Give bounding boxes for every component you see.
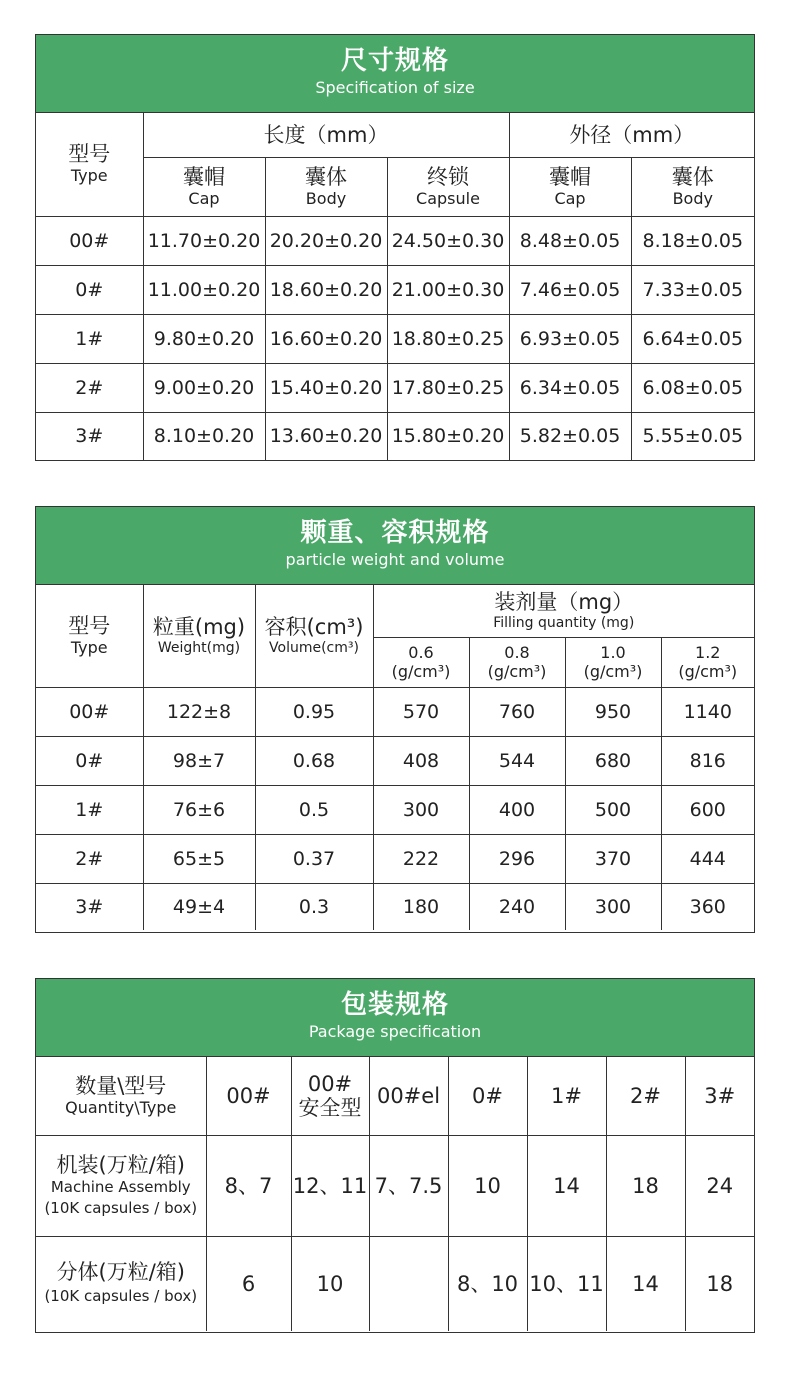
- table-cell: 2#: [36, 834, 143, 883]
- table-cell: 444: [661, 834, 754, 883]
- table-row: [36, 687, 754, 736]
- type-header-zh: 型号: [68, 142, 111, 167]
- table-cell: 950: [565, 687, 661, 736]
- table-cell: 11.00±0.20: [143, 265, 265, 314]
- table-cell: 11.70±0.20: [143, 216, 265, 265]
- table-cell: 18: [606, 1135, 685, 1236]
- size-spec-grid: [36, 113, 754, 460]
- table-cell: 76±6: [143, 785, 255, 834]
- table-cell: 00#: [36, 216, 143, 265]
- density-header: [565, 637, 661, 687]
- machine-header-unit: (10K capsules / box): [44, 1198, 198, 1217]
- col-header-en: Body: [672, 188, 713, 208]
- table-row: [36, 1236, 754, 1331]
- density-value: 0.8: [504, 643, 530, 662]
- table-cell: 222: [373, 834, 469, 883]
- type-cell: 1#: [527, 1057, 606, 1135]
- type-cell: 2#: [606, 1057, 685, 1135]
- volume-header-en: Volume(cm³): [269, 639, 359, 656]
- type-header: [36, 585, 143, 687]
- col-header: [265, 157, 387, 216]
- table-cell: [369, 1236, 448, 1331]
- table-cell: 14: [606, 1236, 685, 1331]
- table-cell: 8.18±0.05: [631, 216, 754, 265]
- table-cell: 816: [661, 736, 754, 785]
- table-cell: 570: [373, 687, 469, 736]
- col-header-en: Cap: [554, 188, 586, 208]
- table-cell: 544: [469, 736, 565, 785]
- table-cell: 15.40±0.20: [265, 363, 387, 412]
- weight-header: [143, 585, 255, 687]
- table-row: [36, 883, 754, 930]
- package-spec-title: 包装规格: [340, 990, 449, 1020]
- table-cell: 760: [469, 687, 565, 736]
- density-unit: (g/cm³): [391, 662, 451, 681]
- weight-header-zh: 粒重(mg): [152, 614, 246, 639]
- corner-header: [36, 1057, 206, 1135]
- split-header-zh: 分体(万粒/箱): [56, 1259, 185, 1284]
- table-cell: 300: [565, 883, 661, 930]
- col-header-en: Cap: [188, 188, 220, 208]
- corner-header-en: Quantity\Type: [65, 1097, 177, 1117]
- density-unit: (g/cm³): [678, 662, 738, 681]
- size-spec-title: 尺寸规格: [340, 46, 449, 76]
- table-cell: 0.95: [255, 687, 373, 736]
- weight-header-en: Weight(mg): [157, 639, 241, 656]
- table-cell: 8、7: [206, 1135, 291, 1236]
- table-cell: 122±8: [143, 687, 255, 736]
- table-row: [36, 412, 754, 460]
- table-cell: 1#: [36, 314, 143, 363]
- filling-header-zh: 装剂量（mg）: [494, 589, 634, 614]
- table-cell: 8.48±0.05: [509, 216, 631, 265]
- table-cell: 9.80±0.20: [143, 314, 265, 363]
- col-header-zh: 囊帽: [183, 164, 225, 189]
- col-header: [509, 157, 631, 216]
- density-value: 1.0: [600, 643, 626, 662]
- table-cell: 6.64±0.05: [631, 314, 754, 363]
- density-header: [373, 637, 469, 687]
- size-spec-banner: [36, 35, 754, 113]
- col-header: [387, 157, 509, 216]
- type-cell: 00#el: [369, 1057, 448, 1135]
- density-header: [469, 637, 565, 687]
- split-row-header: [36, 1236, 206, 1331]
- table-cell: 18: [685, 1236, 754, 1331]
- table-cell: 600: [661, 785, 754, 834]
- table-cell: 98±7: [143, 736, 255, 785]
- weight-volume-banner: [36, 507, 754, 585]
- package-spec-subtitle: Package specification: [308, 1022, 482, 1041]
- diameter-group-header: 外径（mm）: [509, 113, 754, 157]
- table-cell: 1#: [36, 785, 143, 834]
- table-row: [36, 834, 754, 883]
- machine-row-header: [36, 1135, 206, 1236]
- type-header-zh: 型号: [68, 613, 111, 638]
- table-row: [36, 314, 754, 363]
- volume-header: [255, 585, 373, 687]
- table-cell: 6.34±0.05: [509, 363, 631, 412]
- table-cell: 8.10±0.20: [143, 412, 265, 460]
- table-cell: 13.60±0.20: [265, 412, 387, 460]
- table-cell: 18.80±0.25: [387, 314, 509, 363]
- table-cell: 240: [469, 883, 565, 930]
- table-cell: 680: [565, 736, 661, 785]
- filling-group-header: [373, 585, 754, 637]
- type-header: [36, 113, 143, 216]
- package-spec-banner: [36, 979, 754, 1057]
- table-cell: 0.3: [255, 883, 373, 930]
- table-cell: 296: [469, 834, 565, 883]
- type-cell: 0#: [448, 1057, 527, 1135]
- col-header-en: Body: [305, 188, 347, 208]
- density-unit: (g/cm³): [583, 662, 643, 681]
- table-cell: 0.37: [255, 834, 373, 883]
- table-cell: 10: [448, 1135, 527, 1236]
- type-cell: 00#: [206, 1057, 291, 1135]
- table-cell: 14: [527, 1135, 606, 1236]
- table-row: [36, 216, 754, 265]
- filling-header-en: Filling quantity (mg): [493, 614, 635, 631]
- table-cell: 6.08±0.05: [631, 363, 754, 412]
- split-header-unit: (10K capsules / box): [44, 1286, 198, 1305]
- density-unit: (g/cm³): [487, 662, 547, 681]
- col-header: [143, 157, 265, 216]
- table-cell: 370: [565, 834, 661, 883]
- table-cell: 500: [565, 785, 661, 834]
- table-cell: 21.00±0.30: [387, 265, 509, 314]
- weight-volume-subtitle: particle weight and volume: [285, 550, 505, 569]
- table-cell: 6: [206, 1236, 291, 1331]
- table-cell: 16.60±0.20: [265, 314, 387, 363]
- table-cell: 0.68: [255, 736, 373, 785]
- table-cell: 12、11: [291, 1135, 369, 1236]
- density-value: 0.6: [408, 643, 434, 662]
- col-header-zh: 囊体: [305, 164, 347, 189]
- weight-volume-grid: [36, 585, 754, 930]
- table-cell: 0#: [36, 736, 143, 785]
- table-cell: 15.80±0.20: [387, 412, 509, 460]
- table-cell: 360: [661, 883, 754, 930]
- table-cell: 3#: [36, 412, 143, 460]
- package-spec-table: [35, 978, 755, 1333]
- col-header: [631, 157, 754, 216]
- length-group-header: 长度（mm）: [143, 113, 509, 157]
- table-cell: 300: [373, 785, 469, 834]
- weight-volume-title: 颗重、容积规格: [300, 518, 490, 548]
- type-header-en: Type: [70, 166, 108, 186]
- table-row: [36, 265, 754, 314]
- table-cell: 24.50±0.30: [387, 216, 509, 265]
- table-row: [36, 363, 754, 412]
- machine-header-en: Machine Assembly: [50, 1177, 191, 1196]
- size-spec-subtitle: Specification of size: [315, 78, 475, 97]
- col-header-en: Capsule: [416, 188, 480, 208]
- density-value: 1.2: [695, 643, 721, 662]
- type-cell: [291, 1057, 369, 1135]
- col-header-zh: 终锁: [427, 164, 469, 189]
- table-cell: 7.46±0.05: [509, 265, 631, 314]
- table-row: [36, 785, 754, 834]
- type-cell: 3#: [685, 1057, 754, 1135]
- table-cell: 408: [373, 736, 469, 785]
- table-cell: 65±5: [143, 834, 255, 883]
- table-cell: 0.5: [255, 785, 373, 834]
- col-header-zh: 囊帽: [549, 164, 592, 189]
- type-header-en: Type: [70, 637, 108, 657]
- table-cell: 8、10: [448, 1236, 527, 1331]
- table-cell: 7.33±0.05: [631, 265, 754, 314]
- table-cell: 24: [685, 1135, 754, 1236]
- table-cell: 3#: [36, 883, 143, 930]
- table-cell: 10、11: [527, 1236, 606, 1331]
- weight-volume-table: [35, 506, 755, 933]
- corner-header-zh: 数量\型号: [75, 1073, 167, 1098]
- density-header: [661, 637, 754, 687]
- table-cell: 1140: [661, 687, 754, 736]
- type-cell-sub: 安全型: [298, 1095, 362, 1120]
- size-spec-table: [35, 34, 755, 461]
- table-cell: 0#: [36, 265, 143, 314]
- col-header-zh: 囊体: [671, 164, 714, 189]
- table-cell: 5.82±0.05: [509, 412, 631, 460]
- table-row: [36, 736, 754, 785]
- type-cell-main: 00#: [307, 1071, 353, 1096]
- table-cell: 5.55±0.05: [631, 412, 754, 460]
- table-cell: 10: [291, 1236, 369, 1331]
- table-cell: 400: [469, 785, 565, 834]
- table-cell: 49±4: [143, 883, 255, 930]
- machine-header-zh: 机装(万粒/箱): [56, 1152, 185, 1177]
- table-row: [36, 1135, 754, 1236]
- table-cell: 00#: [36, 687, 143, 736]
- table-cell: 9.00±0.20: [143, 363, 265, 412]
- table-cell: 17.80±0.25: [387, 363, 509, 412]
- volume-header-zh: 容积(cm³): [264, 614, 364, 639]
- table-cell: 180: [373, 883, 469, 930]
- table-cell: 18.60±0.20: [265, 265, 387, 314]
- table-cell: 2#: [36, 363, 143, 412]
- table-cell: 6.93±0.05: [509, 314, 631, 363]
- table-cell: 7、7.5: [369, 1135, 448, 1236]
- package-spec-grid: [36, 1057, 754, 1331]
- table-cell: 20.20±0.20: [265, 216, 387, 265]
